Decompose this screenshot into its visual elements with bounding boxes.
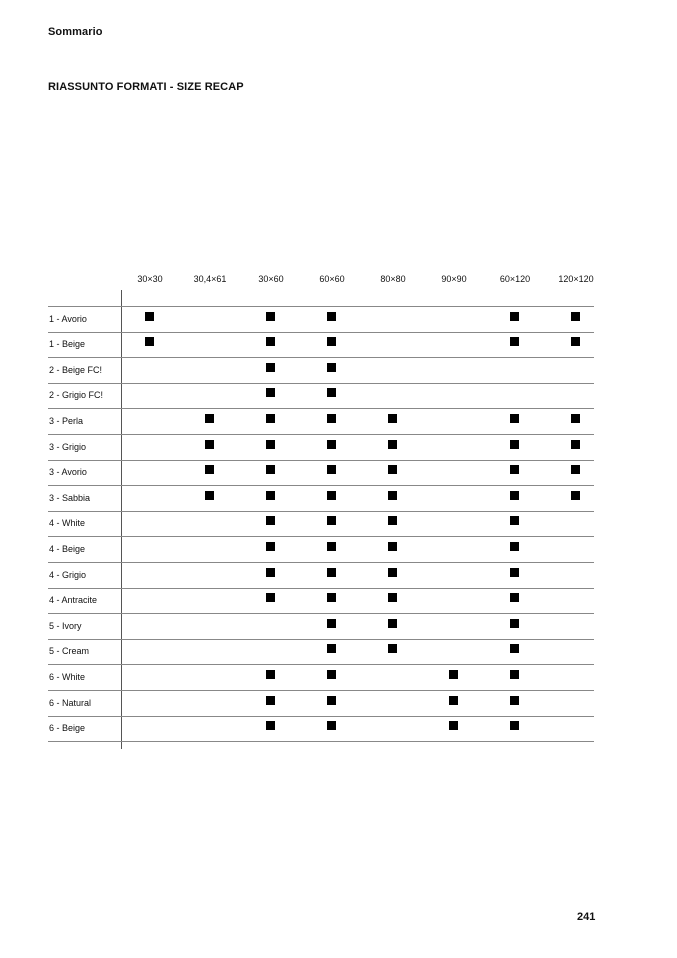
row-label: 3 - Avorio — [49, 467, 87, 477]
availability-mark — [388, 414, 397, 423]
availability-mark — [510, 440, 519, 449]
availability-mark — [266, 440, 275, 449]
column-header: 120×120 — [558, 274, 594, 284]
row-label: 3 - Grigio — [49, 442, 87, 452]
availability-mark — [266, 670, 275, 679]
availability-mark — [510, 696, 519, 705]
availability-mark — [449, 696, 458, 705]
availability-mark — [388, 568, 397, 577]
row-divider — [48, 664, 594, 665]
availability-mark — [510, 491, 519, 500]
row-divider — [48, 408, 594, 409]
row-divider — [48, 332, 594, 333]
availability-mark — [266, 516, 275, 525]
availability-mark — [145, 337, 154, 346]
availability-mark — [449, 670, 458, 679]
row-label: 1 - Avorio — [49, 314, 87, 324]
availability-mark — [571, 491, 580, 500]
availability-mark — [266, 388, 275, 397]
availability-mark — [327, 568, 336, 577]
column-header: 80×80 — [380, 274, 406, 284]
row-divider — [48, 306, 594, 307]
row-divider — [48, 485, 594, 486]
availability-mark — [205, 465, 214, 474]
column-header: 30×30 — [137, 274, 163, 284]
availability-mark — [449, 721, 458, 730]
row-label: 6 - Beige — [49, 723, 86, 733]
row-divider — [48, 613, 594, 614]
availability-mark — [266, 337, 275, 346]
availability-mark — [327, 363, 336, 372]
availability-mark — [266, 491, 275, 500]
availability-mark — [266, 568, 275, 577]
availability-mark — [571, 337, 580, 346]
availability-mark — [327, 593, 336, 602]
row-label: 4 - Antracite — [49, 595, 98, 605]
row-label: 5 - Cream — [49, 646, 90, 656]
availability-mark — [266, 465, 275, 474]
availability-mark — [327, 414, 336, 423]
availability-mark — [327, 721, 336, 730]
column-header: 90×90 — [441, 274, 467, 284]
availability-mark — [510, 568, 519, 577]
availability-mark — [571, 312, 580, 321]
availability-mark — [145, 312, 154, 321]
availability-mark — [266, 721, 275, 730]
column-header: 60×120 — [499, 274, 531, 284]
row-divider — [48, 690, 594, 691]
availability-mark — [327, 516, 336, 525]
row-label: 4 - White — [49, 518, 86, 528]
row-divider — [48, 639, 594, 640]
availability-mark — [327, 696, 336, 705]
row-label: 1 - Beige — [49, 339, 86, 349]
column-header: 60×60 — [319, 274, 345, 284]
page-title: RIASSUNTO FORMATI - SIZE RECAP — [48, 81, 244, 93]
row-divider — [48, 460, 594, 461]
row-label: 3 - Sabbia — [49, 493, 91, 503]
row-label: 4 - Beige — [49, 544, 86, 554]
row-divider — [48, 536, 594, 537]
availability-mark — [510, 312, 519, 321]
availability-mark — [327, 670, 336, 679]
availability-mark — [510, 542, 519, 551]
availability-mark — [510, 721, 519, 730]
availability-mark — [327, 542, 336, 551]
availability-mark — [388, 644, 397, 653]
section-title: Sommario — [48, 26, 103, 38]
row-label: 2 - Beige FC! — [49, 365, 103, 375]
availability-mark — [510, 414, 519, 423]
availability-mark — [510, 337, 519, 346]
availability-mark — [327, 337, 336, 346]
row-label: 3 - Perla — [49, 416, 84, 426]
column-header: 30×60 — [258, 274, 284, 284]
row-label: 2 - Grigio FC! — [49, 390, 104, 400]
availability-mark — [388, 593, 397, 602]
availability-mark — [388, 516, 397, 525]
availability-mark — [327, 619, 336, 628]
availability-mark — [205, 440, 214, 449]
row-divider — [48, 741, 594, 742]
availability-mark — [327, 388, 336, 397]
availability-mark — [388, 491, 397, 500]
availability-mark — [571, 440, 580, 449]
row-divider — [48, 383, 594, 384]
row-label: 4 - Grigio — [49, 570, 87, 580]
row-label: 6 - White — [49, 672, 86, 682]
availability-mark — [388, 542, 397, 551]
availability-mark — [266, 312, 275, 321]
availability-mark — [510, 619, 519, 628]
row-divider — [48, 511, 594, 512]
row-divider — [48, 588, 594, 589]
availability-mark — [266, 696, 275, 705]
availability-mark — [327, 312, 336, 321]
availability-mark — [266, 363, 275, 372]
availability-mark — [388, 619, 397, 628]
availability-mark — [571, 465, 580, 474]
availability-mark — [388, 465, 397, 474]
availability-mark — [327, 465, 336, 474]
availability-mark — [510, 516, 519, 525]
availability-mark — [266, 414, 275, 423]
row-divider — [48, 434, 594, 435]
availability-mark — [327, 644, 336, 653]
row-divider — [48, 357, 594, 358]
availability-mark — [205, 491, 214, 500]
availability-mark — [510, 593, 519, 602]
row-divider — [48, 716, 594, 717]
page-number: 241 — [577, 911, 596, 923]
availability-mark — [510, 644, 519, 653]
availability-mark — [327, 491, 336, 500]
availability-mark — [388, 440, 397, 449]
row-label: 6 - Natural — [49, 698, 92, 708]
availability-mark — [266, 542, 275, 551]
availability-mark — [510, 670, 519, 679]
table-vertical-divider — [121, 290, 122, 749]
availability-mark — [327, 440, 336, 449]
availability-mark — [266, 593, 275, 602]
row-divider — [48, 562, 594, 563]
availability-mark — [571, 414, 580, 423]
availability-mark — [205, 414, 214, 423]
row-label: 5 - Ivory — [49, 621, 82, 631]
availability-mark — [510, 465, 519, 474]
column-header: 30,4×61 — [193, 274, 227, 284]
